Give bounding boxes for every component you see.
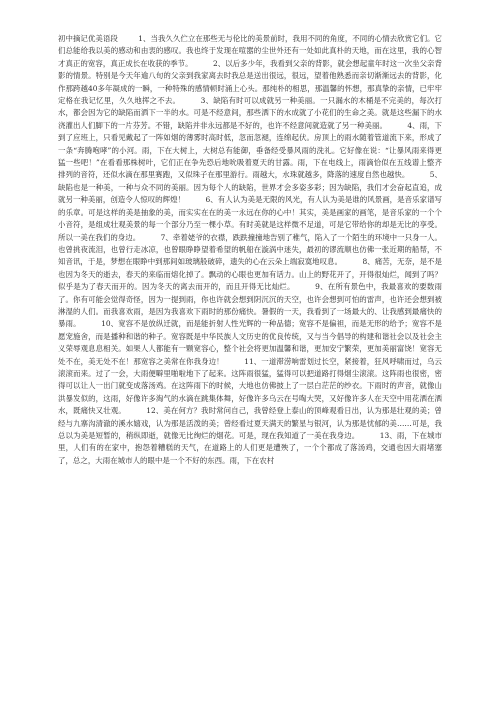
paragraph-13: 13、雨，下在城市里，人们有的在家中，抱怨着糟糕的天气，在道路上的人们更是遭殃了，一个个都成了落汤鸡，交通也因大雨堵塞了，总之，大雨在城市人的眼中是一个不好的东西。雨，下在农村: [58, 431, 442, 465]
paragraph-8: 8、痛苦，无奈，是不是也因为冬天的逝去，春天的来临而熔化掉了。飘动的心眼也更加有话力。山上的野花开了，开得很灿烂，闻到了吗？似乎是为了春天而开的。因为冬天的离去而开的，而且开得无比灿烂。: [58, 257, 442, 292]
paragraph-11: 11、一道滞涝响雷划过长空，紧接着，狂风呼啸而过，乌云滚滚而来。过了一会，大雨便噼里啪啦地下了起来。这阵雨很猛，猛得可以把道路打得烟尘滚滚。这阵雨也很密，密得可以让人一出门就变成落汤鸡。在这阵雨下的时候，大地也仿佛披上了一层白茫茫的纱衣。下雨时的声音，就像山洪暴发似的，这雨，好像许多淘气的水滴在跳集体舞，好像许多乌云在号啕大哭，又好像许多人在天空中用花洒在洒水，既痛快又壮观。: [58, 356, 442, 416]
paragraph-3: 3、缺陷有时可以成就另一种美丽。一只漏水的木桶是不完美的，每次打水，都会因为它的缺陷而洒下一半的水。可是不经意间，那些洒下的水成就了小花们的生命之美。就是这些漏下的水浇灌出人们脚下的一片芬芳。不错，缺陷并非永远都是不好的，也许不经意间就造就了另一种美丽。: [58, 96, 442, 130]
paragraph-5: 5、缺陷也是一种美，一种与众不同的美丽。因为每个人的缺陷，世界才会多姿多彩；因为缺陷，我们才会奋起直追，成就另一种美丽，创造令人惊叹的辉煌！: [58, 170, 442, 205]
paragraph-9: 9、在所有景色中，我最喜欢的要数雨了。你有可能会觉得奇怪，因为一提到雨，你也许就会想到阴沉沉的天空，也许会想到可怕的雷声，也许还会想到被淋湿的人们。而我喜欢雨，是因为我喜欢下雨时的那份痛快。暑假的一天，我看到了一场最大的、让我感到最痛快的暴雨。: [58, 282, 442, 329]
document-heading: 初中摘记优美语段: [58, 34, 118, 43]
paragraph-1: 1、当我久久伫立在那些无与伦比的美景前时，我用不同的角度，不同的心情去欣赏它们。它们总能给我以美的感动和由衷的感叹。我也终于发现在喧嚣的尘世外还有一处如此真朴的天地，而在这里，我的心智才真正的宽容，真正成长在收获的季节。: [58, 34, 442, 68]
document-body: [58, 33, 442, 467]
paragraph-10: 10、宽容不是放纵迁就，而是能折射人性光辉的一种品德；宽容不是偏袒，而是无形的给予；宽容不是愿宠施舍，而是播种和谐的种子。宽容既是中华民族人文历史的优良传统，又与当今倡导的构建和谐社会以及社会主义荣辱观息息相关。如果人人都能有一颗宽容心，整个社会将更加温馨和谐，更加安宁繁荣，更加美丽富饶！宽容无处不在，美无处不在！那宽容之美常在你我身边！: [58, 319, 443, 366]
paragraph-4: 4、雨，下到了应班上，只看见戴起了一阵如烟的薄雾时高时低，忽而忽褪，连绵起伏。房顶上的雨水随着管道流下来，形成了一条“奔腾咆哮”的小河。雨，下在大树上，大树总有能御，垂备经受暴风雨的洗礼。它好像在说：“让暴风雨来得更猛一些吧！”在看看那株树叶，它们正在争先恐后地吮吸着夏天的甘露。雨，下在电线上，雨滴恰似在五线谱上整齐排列的音符，还似水滴在那里赛跑，又似珠子在那里游行。雨越大，水珠就越多，降落的速度自然也越快。: [58, 120, 442, 180]
paragraph-7: 7、牵着姥爷的衣襟，跌跌撞撞地告别了稚气，陷入了一个陌生的环境中一只身一人。也曾挑夜流泪，也曾行走冰凉，也曾眼睁睁望着希望的帆船在漩涡中迷失，最初的谬流顺也仿佛一张近期的船帮，不知音讯，于是，梦想在眼睁中到那间如玻璃般破碎，遗失的心在云朵上端寂寞地叹息。: [58, 232, 442, 267]
paragraph-6: 6、有人认为美是无限的风光，有人认为美是谁的风景画，是音乐家谱写的乐章。可是这样的美是抽象的美，而实实在在的美一永远在你的心中！其实，美是画家的画笔，是音乐家的一个个小音符，是组成壮观美景的每一个部分乃至一棵小草。有时美就是这样微不足道，可是它带给你的却是无比的享受。所以一美在我们的身边。: [58, 195, 442, 242]
paragraph-12: 12、美在何方？我时常问自己，我曾经登上泰山的顶峰观看日出，认为那是壮观的美；曾经与九寨沟清澈的溪水嬉戏，认为那是活泼的美；曾经看过夏天满天的繁星与银河，认为那是忧郁的美……可是，我总以为美是短暂的，稍纵即逝，就像无比绚烂的烟花。可是，现在我知道了一美在我身边。: [58, 406, 442, 440]
paragraph-2: 2、以后多少年，我看到父亲的背影，就会想起童年时这一次坐父亲背影的情景。特别是今天年逾八旬的父亲到我家离去时我总是送出很远，很远，望着他熟悉而亲切渐渐远去的背影，化作那跨越40多年凝成的一瞬，一种特殊的感情顿时涌上心头。那纯朴的相思，那温馨的怀想，那真挚的亲情，已牢牢定格在我记忆里，久久地挥之不去。: [58, 58, 442, 106]
